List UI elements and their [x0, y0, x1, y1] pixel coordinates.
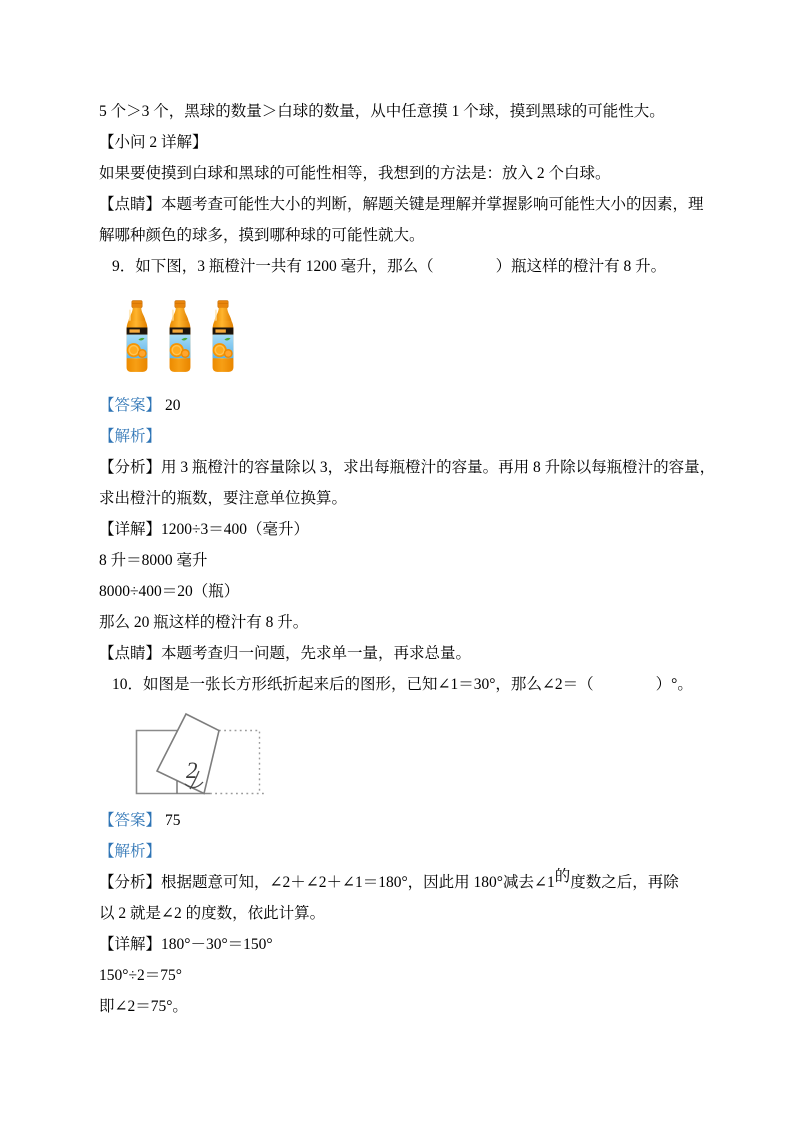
orange-juice-bottle-icon	[163, 298, 197, 374]
q9-answer-label: 【答案】	[99, 397, 162, 414]
q10-analysis-line1a: 【分析】根据题意可知，∠2＋∠2＋∠1＝180°，因此用 180°减去∠1	[99, 874, 555, 891]
q9-analysis-line1: 【分析】用 3 瓶橙汁的容量除以 3，求出每瓶橙汁的容量。再用 8 升除以每瓶橙汁的容量，	[99, 459, 716, 476]
q9-detail-line1: 【详解】1200÷3＝400（毫升）	[99, 521, 310, 538]
q10-answer-value: 75	[165, 812, 181, 829]
folded-paper-diagram-icon	[129, 705, 269, 800]
q9-analysis-text	[99, 452, 716, 514]
q9-answer-line	[99, 390, 716, 421]
q8-remark-line1: 【点睛】本题考查可能性大小的判断，解题关键是理解并掌握影响可能性大小的因素，理	[99, 196, 704, 213]
q10-answer-label: 【答案】	[99, 812, 162, 829]
q8-subquestion2-text: 如果要使摸到白球和黑球的可能性相等，我想到的方法是：放入 2 个白球。	[99, 165, 611, 182]
q10-detail-line1: 【详解】180°－30°＝150°	[99, 936, 273, 953]
q9-answer-value: 20	[165, 397, 181, 414]
q8-remark-line2: 解哪种颜色的球多，摸到哪种球的可能性就大。	[99, 227, 425, 244]
q10-detail-line2: 150°÷2＝75°	[99, 967, 182, 984]
q9-analysis-line2: 求出橙汁的瓶数，要注意单位换算。	[99, 490, 348, 507]
q10-analysis-heading: 【解析】	[99, 843, 162, 860]
angle2-label: 2	[186, 758, 198, 783]
folded-paper-figure	[129, 705, 716, 800]
question10-stem: 10．如图是一张长方形纸折起来后的图形，已知∠1＝30°，那么∠2＝（ ）°。	[112, 676, 693, 693]
q8-remark-text	[99, 189, 716, 251]
juice-bottles-figure	[120, 298, 716, 374]
orange-juice-bottle-icon	[206, 298, 240, 374]
q10-analysis-superscript: 的	[554, 868, 571, 885]
q9-detail-line4: 那么 20 瓶这样的橙汁有 8 升。	[99, 614, 309, 631]
q10-answer-line	[99, 805, 716, 836]
q10-analysis-line1b: 度数之后，再除	[570, 874, 679, 891]
q9-detail-line3: 8000÷400＝20（瓶）	[99, 583, 240, 600]
q10-analysis-text	[99, 867, 716, 929]
question9-stem: 9．如下图，3 瓶橙汁一共有 1200 毫升，那么（ ）瓶这样的橙汁有 8 升。	[112, 258, 667, 275]
q9-detail-line2: 8 升＝8000 毫升	[99, 552, 208, 569]
q10-analysis-line2: 以 2 就是∠2 的度数，依此计算。	[99, 905, 326, 922]
orange-juice-bottle-icon	[120, 298, 154, 374]
q9-analysis-heading: 【解析】	[99, 428, 162, 445]
q8-subquestion2-heading: 【小问 2 详解】	[99, 134, 208, 151]
q10-detail-line3: 即∠2＝75°。	[99, 998, 188, 1015]
q8-conclusion-text: 5 个＞3 个，黑球的数量＞白球的数量，从中任意摸 1 个球，摸到黑球的可能性大。	[99, 103, 665, 120]
q9-remark-text: 【点睛】本题考查归一问题，先求单一量，再求总量。	[99, 645, 472, 662]
